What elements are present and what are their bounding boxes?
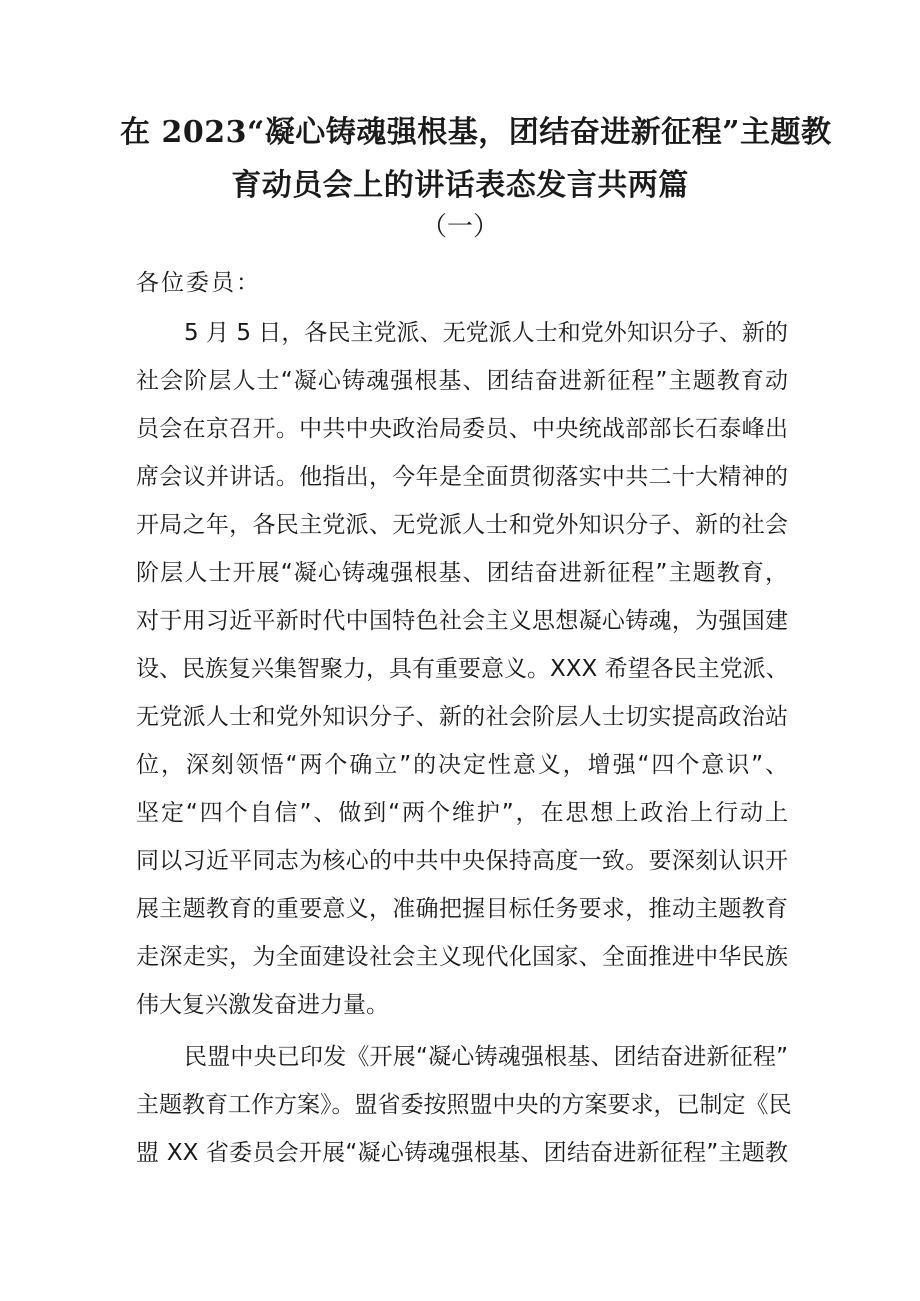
body-text-line: 员会在京召开。中共中央政治局委员、中央统战部部长石泰峰出: [136, 416, 788, 442]
body-text-line: 展主题教育的重要意义，准确把握目标任务要求，推动主题教育: [136, 896, 788, 922]
body-text-line: 开局之年，各民主党派、无党派人士和党外知识分子、新的社会: [136, 512, 788, 538]
body-text-line: 位，深刻领悟“两个确立”的决定性意义，增强“四个意识”、: [136, 752, 788, 778]
body-text-line: 伟大复兴激发奋进力量。: [136, 992, 389, 1018]
body-text-line: 走深走实，为全面建设社会主义现代化国家、全面推进中华民族: [136, 944, 788, 970]
body-text-line: 社会阶层人士“凝心铸魂强根基、团结奋进新征程”主题教育动: [136, 368, 788, 394]
body-text-line: 坚定“四个自信”、做到“两个维护”，在思想上政治上行动上: [136, 800, 788, 826]
salutation: 各位委员：: [136, 270, 261, 296]
document-title-line-1: 在 2023“凝心铸魂强根基，团结奋进新征程”主题教: [120, 115, 832, 150]
body-text-line: 同以习近平同志为核心的中共中央保持高度一致。要深刻认识开: [136, 848, 788, 874]
body-text-line: 无党派人士和党外知识分子、新的社会阶层人士切实提高政治站: [136, 704, 788, 730]
body-text-line: 主题教育工作方案》。盟省委按照盟中央的方案要求，已制定《民: [136, 1092, 792, 1118]
body-text-line: 5 月 5 日，各民主党派、无党派人士和党外知识分子、新的: [184, 320, 788, 346]
body-text-line: 席会议并讲话。他指出，今年是全面贯彻落实中共二十大精神的: [136, 464, 788, 490]
document-title-line-2: 育动员会上的讲话表态发言共两篇: [231, 168, 689, 203]
body-text-line: 民盟中央已印发《开展“凝心铸魂强根基、团结奋进新征程”: [184, 1044, 788, 1070]
body-text-line: 盟 XX 省委员会开展“凝心铸魂强根基、团结奋进新征程”主题教: [136, 1140, 788, 1166]
body-text-line: 对于用习近平新时代中国特色社会主义思想凝心铸魂，为强国建: [136, 608, 788, 634]
body-text-line: 设、民族复兴集智聚力，具有重要意义。XXX 希望各民主党派、: [136, 656, 789, 682]
body-text-line: 阶层人士开展“凝心铸魂强根基、团结奋进新征程”主题教育，: [136, 560, 788, 586]
section-number: （一）: [420, 212, 499, 242]
